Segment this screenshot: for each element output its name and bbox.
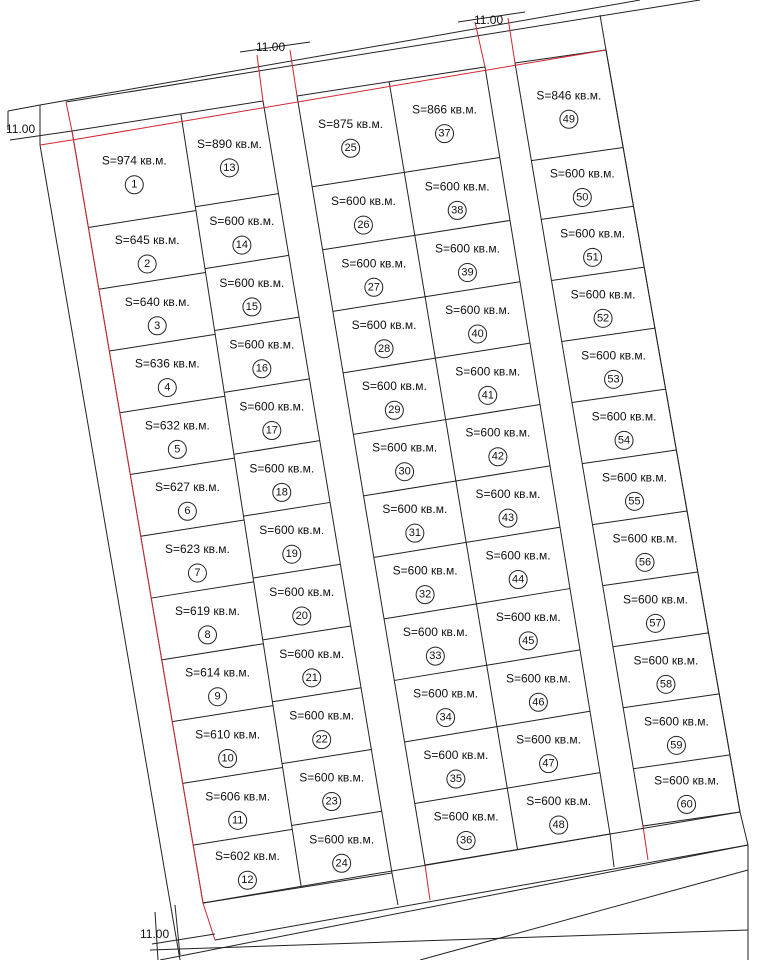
block-edge — [600, 15, 606, 50]
lot-43 — [476, 487, 541, 527]
lot-area: S=600 кв.м. — [591, 409, 657, 424]
lot-area: S=600 кв.м. — [279, 646, 345, 661]
lot-number: 27 — [367, 281, 380, 294]
lot-36 — [434, 810, 499, 850]
lot-number: 37 — [438, 127, 451, 140]
lot-number: 39 — [461, 266, 474, 279]
lot-boundary — [394, 665, 486, 680]
lot-number: 43 — [501, 512, 515, 525]
lot-boundary — [541, 206, 633, 219]
lot-59 — [644, 714, 709, 754]
lot-area: S=600 кв.м. — [341, 256, 407, 271]
road-centerline — [66, 0, 700, 102]
lot-boundary — [562, 328, 655, 341]
lot-number: 30 — [398, 465, 411, 478]
lot-area: S=600 кв.м. — [209, 214, 275, 229]
lot-44 — [486, 549, 551, 589]
lot-boundary — [446, 404, 540, 419]
lot-boundary — [507, 773, 600, 788]
lot-number: 3 — [154, 319, 161, 332]
lot-area: S=600 кв.м. — [229, 337, 295, 352]
lot-boundary — [613, 633, 709, 647]
lot-boundary — [415, 220, 510, 235]
lot-47 — [516, 733, 581, 773]
lot-2 — [115, 233, 180, 273]
lot-number: 50 — [576, 191, 589, 204]
lot-area: S=600 кв.м. — [495, 609, 561, 624]
outer-right-edge — [606, 50, 740, 812]
lot-number: 13 — [223, 161, 236, 174]
lot-area: S=600 кв.м. — [505, 671, 571, 686]
lot-34 — [413, 687, 478, 727]
lot-52 — [571, 287, 636, 327]
lot-area: S=600 кв.м. — [455, 364, 521, 379]
lot-area: S=600 кв.м. — [445, 302, 511, 317]
lot-boundary — [141, 520, 244, 536]
lot-35 — [423, 748, 488, 788]
lot-boundary — [592, 511, 687, 525]
lot-number: 52 — [596, 312, 610, 325]
lot-area: S=600 кв.м. — [424, 179, 490, 194]
lot-boundary — [109, 334, 215, 351]
lot-boundary — [374, 542, 466, 557]
lot-boundary — [120, 396, 225, 413]
dimension-label-top-left: 11.00 — [256, 40, 286, 54]
road-edge — [610, 834, 614, 867]
lot-number: 38 — [451, 204, 464, 217]
lot-32 — [393, 564, 458, 604]
lot-boundary — [353, 420, 445, 435]
lot-14 — [209, 214, 274, 254]
lot-12 — [215, 849, 280, 889]
lot-25 — [318, 117, 383, 157]
lot-48 — [526, 794, 591, 834]
lot-number: 20 — [295, 610, 308, 623]
outer-left-edge — [40, 145, 180, 960]
lot-number: 9 — [214, 690, 221, 703]
lot-area: S=846 кв.м. — [536, 88, 602, 103]
lot-boundary — [195, 194, 278, 207]
lot-area: S=619 кв.м. — [175, 603, 240, 618]
lot-number: 22 — [315, 733, 328, 746]
lot-number: 48 — [552, 819, 565, 832]
lot-5 — [145, 418, 210, 458]
lot-area: S=640 кв.м. — [124, 294, 190, 309]
lot-area: S=890 кв.м. — [196, 136, 262, 151]
boundary-line — [40, 140, 72, 145]
lot-38 — [425, 179, 490, 219]
lot-area: S=610 кв.м. — [195, 727, 261, 742]
lot-number: 15 — [245, 300, 258, 313]
lot-boundary — [384, 604, 476, 619]
lot-1 — [102, 154, 167, 194]
lot-boundary — [364, 481, 456, 496]
lot-boundary — [456, 466, 550, 481]
lot-number: 25 — [344, 142, 357, 155]
lot-boundary — [323, 235, 415, 249]
lot-number: 32 — [418, 588, 432, 601]
lot-area: S=600 кв.м. — [516, 732, 582, 747]
lot-7 — [165, 542, 230, 582]
lot-area: S=600 кв.м. — [570, 287, 636, 302]
lot-boundary — [497, 711, 590, 726]
lot-58 — [633, 653, 698, 693]
lot-number: 51 — [586, 251, 599, 264]
lot-27 — [341, 256, 406, 296]
lot-boundary — [405, 727, 497, 742]
lot-3 — [125, 295, 190, 335]
lot-number: 5 — [174, 443, 181, 456]
lot-area: S=600 кв.м. — [330, 194, 396, 209]
lot-29 — [362, 379, 427, 419]
lot-number: 55 — [628, 495, 641, 508]
lot-boundary — [151, 582, 253, 598]
lot-28 — [352, 318, 417, 358]
lot-number: 16 — [255, 362, 268, 375]
lot-number: 58 — [659, 678, 673, 691]
road-edge — [392, 873, 398, 905]
lot-number: 18 — [275, 486, 288, 499]
lot-number: 29 — [388, 404, 401, 417]
lot-45 — [496, 610, 561, 650]
lot-number: 57 — [649, 617, 662, 630]
lot-15 — [219, 276, 284, 316]
lot-number: 33 — [429, 650, 442, 663]
lot-53 — [581, 348, 646, 388]
lot-30 — [372, 441, 437, 481]
lot-area: S=600 кв.м. — [269, 585, 335, 600]
lot-boundary — [130, 458, 234, 474]
outer-bottom-edge — [215, 845, 748, 940]
lot-number: 8 — [204, 628, 211, 641]
lot-number: 46 — [532, 696, 545, 709]
lot-area: S=600 кв.м. — [413, 686, 479, 701]
boundary-line — [66, 102, 72, 131]
lot-number: 28 — [377, 342, 391, 355]
lot-number: 35 — [449, 773, 462, 786]
lot-boundary — [343, 358, 435, 373]
lot-number: 4 — [164, 381, 171, 394]
lot-60 — [654, 773, 719, 813]
lot-area: S=632 кв.м. — [144, 418, 210, 433]
lot-area: S=600 кв.м. — [465, 425, 531, 440]
lot-boundary — [435, 343, 530, 358]
lot-55 — [602, 470, 667, 510]
lot-area: S=600 кв.м. — [485, 548, 551, 563]
lot-50 — [550, 166, 615, 206]
boundary-line — [643, 826, 648, 860]
lot-boundary — [476, 589, 570, 604]
lot-10 — [195, 728, 260, 768]
lot-number: 41 — [481, 389, 494, 402]
lot-boundary — [172, 706, 273, 722]
lot-area: S=600 кв.м. — [633, 653, 699, 668]
lot-57 — [623, 592, 688, 632]
lot-46 — [506, 671, 571, 711]
lot-41 — [455, 364, 520, 404]
lot-boundary — [282, 749, 371, 763]
lot-area: S=600 кв.м. — [423, 748, 489, 763]
lot-number: 24 — [335, 857, 348, 870]
lot-37 — [412, 103, 477, 143]
lot-area: S=623 кв.м. — [164, 542, 230, 557]
lot-boundary — [582, 450, 676, 464]
lot-number: 10 — [221, 752, 234, 765]
lot-area: S=600 кв.м. — [475, 487, 541, 502]
lot-number: 34 — [439, 711, 452, 724]
lot-number: 11 — [231, 814, 244, 827]
lot-9 — [185, 666, 250, 706]
lot-area: S=627 кв.м. — [154, 480, 220, 495]
lot-boundary — [292, 811, 382, 825]
lot-area: S=600 кв.м. — [560, 226, 626, 241]
lot-boundary — [162, 644, 264, 660]
lot-number: 26 — [357, 219, 370, 232]
lot-area: S=600 кв.м. — [549, 166, 615, 181]
lot-boundary — [88, 211, 196, 228]
lot-boundary — [425, 282, 520, 297]
lot-boundary — [404, 158, 499, 173]
lot-area: S=600 кв.м. — [433, 809, 499, 824]
lot-24 — [309, 832, 374, 872]
lot-number: 19 — [285, 548, 298, 561]
boundary-line — [425, 865, 430, 900]
lot-number: 7 — [194, 567, 201, 580]
lot-area: S=600 кв.м. — [654, 773, 720, 788]
outer-right-edge — [740, 812, 748, 845]
lot-20 — [269, 585, 334, 625]
lot-boundary — [633, 755, 730, 769]
lot-51 — [560, 226, 625, 266]
lot-area: S=606 кв.м. — [205, 789, 271, 804]
lot-number: 53 — [607, 373, 620, 386]
lot-19 — [259, 523, 324, 563]
lot-number: 42 — [491, 450, 504, 463]
lot-39 — [435, 242, 500, 282]
lot-area: S=602 кв.м. — [214, 849, 280, 864]
lot-boundary — [215, 317, 300, 330]
lot-number: 31 — [408, 527, 421, 540]
lot-area: S=600 кв.м. — [392, 563, 458, 578]
boundary-line — [257, 55, 263, 101]
lot-33 — [403, 625, 468, 665]
lot-area: S=600 кв.м. — [643, 714, 709, 729]
lot-area: S=600 кв.м. — [309, 832, 375, 847]
lot-16 — [229, 338, 294, 378]
lot-31 — [382, 502, 447, 542]
lot-56 — [613, 531, 678, 571]
lot-boundary — [312, 172, 404, 186]
lot-area: S=600 кв.м. — [239, 399, 305, 414]
lot-number: 45 — [522, 634, 535, 647]
lot-area: S=600 кв.м. — [351, 317, 417, 332]
lot-boundary — [466, 527, 560, 542]
lot-number: 40 — [471, 327, 484, 340]
boundary-line — [508, 18, 515, 63]
lot-number: 59 — [670, 739, 683, 752]
lot-number: 56 — [638, 556, 652, 569]
boundary-line — [290, 50, 297, 96]
lot-area: S=614 кв.м. — [185, 665, 251, 680]
lot-area: S=600 кв.м. — [526, 794, 592, 809]
lot-number: 12 — [241, 874, 254, 887]
lot-23 — [299, 770, 364, 810]
lot-number: 1 — [131, 178, 138, 191]
road-edge — [203, 809, 740, 903]
dimension-label-top-right: 11.00 — [474, 13, 504, 27]
lot-area: S=866 кв.м. — [412, 102, 477, 117]
lot-26 — [331, 194, 396, 234]
lot-11 — [205, 789, 270, 829]
lot-area: S=645 кв.м. — [114, 232, 180, 247]
lot-number: 17 — [265, 424, 278, 437]
lot-boundary — [263, 626, 351, 640]
lot-area: S=600 кв.м. — [602, 470, 667, 485]
lot-area: S=600 кв.м. — [372, 440, 438, 455]
lot-boundary — [205, 255, 289, 268]
dimension-label-left: 11.00 — [6, 122, 36, 136]
lot-boundary — [234, 441, 320, 455]
lot-boundary — [253, 564, 340, 578]
lot-number: 47 — [542, 757, 555, 770]
lot-8 — [175, 604, 240, 644]
lot-boundary — [333, 297, 425, 312]
lot-area: S=600 кв.м. — [361, 379, 427, 394]
lot-18 — [249, 461, 314, 501]
lot-area: S=636 кв.м. — [134, 356, 200, 371]
road-edge — [150, 930, 748, 950]
lot-boundary — [193, 829, 292, 845]
lot-area: S=974 кв.м. — [101, 153, 167, 168]
lot-number: 60 — [680, 798, 693, 811]
lot-boundary — [272, 688, 361, 702]
lot-area: S=600 кв.м. — [435, 241, 500, 256]
lot-number: 23 — [325, 795, 338, 808]
lot-boundary — [551, 267, 644, 280]
lot-area: S=600 кв.м. — [299, 770, 365, 785]
lot-area: S=600 кв.м. — [219, 275, 285, 290]
lot-area: S=600 кв.м. — [623, 592, 688, 607]
lot-number: 14 — [235, 239, 249, 252]
lot-area: S=600 кв.м. — [249, 461, 315, 476]
lot-area: S=600 кв.м. — [259, 523, 325, 538]
lot-boundary — [183, 768, 283, 784]
lot-40 — [445, 303, 510, 343]
lot-number: 54 — [617, 434, 631, 447]
dimension-label-bottom: 11.00 — [140, 927, 170, 941]
road-edge — [420, 870, 748, 960]
lot-boundary — [415, 788, 507, 803]
lot-number: 36 — [459, 834, 473, 847]
lot-13 — [197, 137, 262, 177]
lot-42 — [465, 426, 530, 466]
lot-54 — [592, 409, 657, 449]
lot-boundary — [603, 572, 698, 586]
lot-number: 2 — [144, 257, 151, 270]
lot-area: S=875 кв.м. — [318, 117, 384, 132]
lot-boundary — [487, 650, 580, 665]
lot-area: S=600 кв.м. — [581, 348, 647, 363]
lot-number: 21 — [305, 671, 318, 684]
lot-boundary — [572, 389, 666, 402]
lot-area: S=600 кв.м. — [402, 625, 468, 640]
block-divider — [181, 114, 301, 888]
lot-boundary — [623, 694, 719, 708]
lot-22 — [289, 709, 354, 749]
lot-21 — [279, 647, 344, 687]
lot-number: 44 — [512, 573, 525, 586]
lot-area: S=600 кв.м. — [289, 708, 355, 723]
lot-area: S=600 кв.м. — [382, 502, 448, 517]
lot-boundary — [224, 379, 309, 392]
lot-number: 6 — [184, 505, 191, 518]
lot-boundary — [99, 272, 206, 289]
lot-17 — [239, 400, 304, 440]
lot-4 — [135, 357, 200, 397]
boundary-line — [475, 22, 485, 67]
lot-area: S=600 кв.м. — [612, 531, 678, 546]
road-edge — [8, 105, 40, 111]
lot-6 — [155, 480, 220, 520]
lot-49 — [536, 88, 601, 128]
lot-boundary — [531, 148, 623, 161]
lot-number: 49 — [562, 113, 576, 126]
lot-boundary — [243, 502, 330, 516]
